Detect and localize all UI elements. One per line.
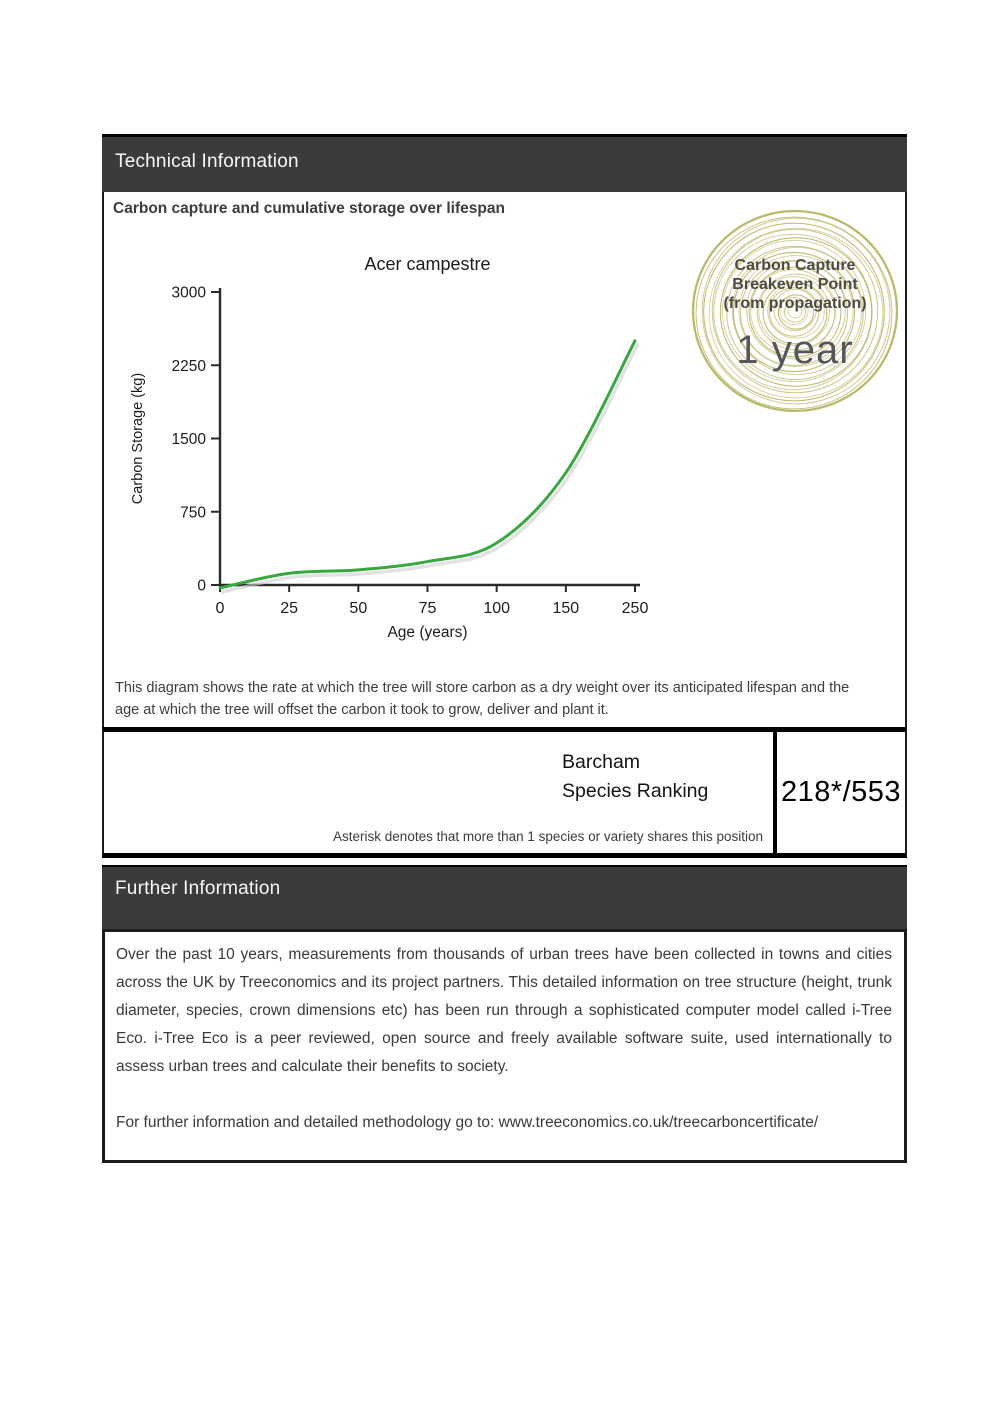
ranking-label-cell	[104, 732, 773, 853]
further-paragraph: Over the past 10 years, measurements from thousands of urban trees have been collected in towns and cities across the UK by Treeconomics and its project partners. This detailed information on tree structure (height, trunk diameter, species, crown dimensions etc) has been run through a sophisticated computer model called i-Tree Eco. i-Tree Eco is a peer reviewed, open source and freely available software suite, used internationally to assess urban trees and calculate their benefits to society.	[116, 946, 892, 1075]
svg-text:0: 0	[197, 577, 206, 595]
species-ranking-section	[102, 727, 907, 858]
svg-text:75: 75	[418, 600, 437, 617]
ranking-value: 218*/553	[780, 776, 902, 808]
ranking-asterisk-note: Asterisk denotes that more than 1 species or variety shares this position	[333, 829, 763, 844]
carbon-capture-section	[102, 192, 907, 727]
svg-text:250: 250	[621, 600, 649, 617]
badge-title-line: Carbon Capture	[734, 257, 856, 274]
badge-title-line: Breakeven Point	[732, 276, 858, 293]
further-link-line	[116, 1109, 892, 1137]
carbon-curve	[220, 341, 635, 588]
svg-text:100: 100	[483, 600, 511, 617]
svg-text:25: 25	[280, 600, 299, 617]
svg-text:750: 750	[180, 504, 206, 522]
svg-text:3000: 3000	[171, 284, 206, 302]
svg-text:Carbon Storage (kg): Carbon Storage (kg)	[130, 372, 146, 505]
svg-text:150: 150	[552, 600, 580, 617]
svg-text:50: 50	[349, 600, 368, 617]
breakeven-badge-text	[689, 256, 901, 373]
ranking-value-cell	[773, 732, 905, 853]
svg-text:Age (years): Age (years)	[387, 624, 468, 641]
further-information-section	[102, 929, 907, 1163]
carbon-storage-chart	[112, 230, 672, 650]
svg-text:1500: 1500	[171, 431, 206, 448]
ranking-label: Species Ranking	[562, 780, 709, 802]
link-prefix: For further information and detailed methodology go to:	[116, 1114, 499, 1131]
breakeven-value: 1 year	[736, 328, 854, 372]
svg-text:2250: 2250	[171, 357, 206, 375]
technical-information-bar	[102, 134, 907, 192]
curve-shadow	[223, 345, 638, 592]
ranking-org: Barcham	[562, 751, 641, 773]
svg-text:Acer campestre: Acer campestre	[364, 254, 491, 274]
ranking-title	[562, 748, 708, 806]
svg-text:0: 0	[215, 600, 225, 617]
badge-title-line: (from propagation)	[723, 295, 867, 312]
further-information-bar	[102, 865, 907, 931]
technical-information-title: Technical Information	[115, 151, 299, 172]
methodology-url[interactable]: www.treeconomics.co.uk/treecarboncertificate/	[498, 1114, 819, 1131]
further-information-title: Further Information	[115, 878, 281, 899]
chart-description: This diagram shows the rate at which the tree will store carbon as a dry weight over its anticipated lifespan and the age at which the tree will offset the carbon it took to grow, deliver and plant it.	[115, 679, 850, 718]
chart-section-title: Carbon capture and cumulative storage over lifespan	[113, 200, 505, 217]
breakeven-badge	[689, 206, 901, 418]
